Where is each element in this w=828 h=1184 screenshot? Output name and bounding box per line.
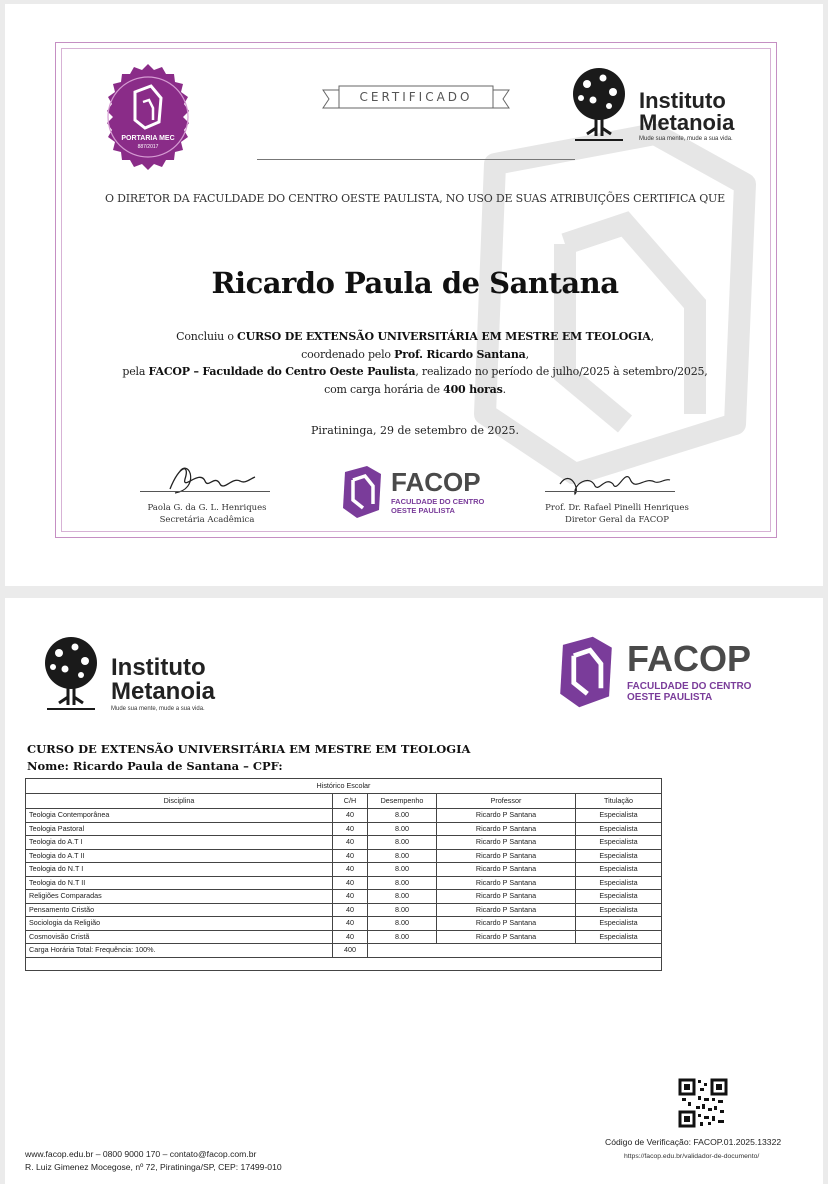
- place-date: Piratininga, 29 de setembro de 2025.: [311, 424, 519, 437]
- total-value: 400: [333, 944, 368, 958]
- verification-url[interactable]: https://facop.edu.br/validador-de-documento/: [624, 1153, 760, 1160]
- cell-desempenho: 8.00: [368, 890, 437, 904]
- cell-titulacao: Especialista: [576, 930, 662, 944]
- qr-code-icon: [678, 1078, 728, 1128]
- cell-professor: Ricardo P Santana: [437, 876, 576, 890]
- cell-ch: 40: [333, 809, 368, 823]
- facop-wordmark: FACOP: [627, 638, 752, 679]
- cell-ch: 40: [333, 822, 368, 836]
- signature-secretary-icon: [160, 459, 260, 499]
- course-title: CURSO DE EXTENSÃO UNIVERSITÁRIA EM MESTRE EM TEOLOGIA: [27, 742, 471, 756]
- cell-desempenho: 8.00: [368, 849, 437, 863]
- cell-professor: Ricardo P Santana: [437, 930, 576, 944]
- instituto-metanoia-logo: [563, 66, 734, 144]
- institute-tagline: Mude sua mente, mude a sua vida.: [111, 706, 205, 712]
- cell-professor: Ricardo P Santana: [437, 822, 576, 836]
- cell-professor: Ricardo P Santana: [437, 890, 576, 904]
- cell-titulacao: Especialista: [576, 890, 662, 904]
- cell-desempenho: 8.00: [368, 930, 437, 944]
- total-label: Carga Horária Total: Frequência: 100%.: [26, 944, 333, 958]
- mec-seal-icon: [93, 62, 203, 172]
- seal-line2: 887/2017: [137, 144, 159, 150]
- cell-ch: 40: [333, 863, 368, 877]
- cell-titulacao: Especialista: [576, 849, 662, 863]
- cell-disciplina: Teologia do A.T I: [26, 836, 333, 850]
- cell-ch: 40: [333, 890, 368, 904]
- header-disciplina: Disciplina: [26, 794, 333, 809]
- cell-desempenho: 8.00: [368, 917, 437, 931]
- cell-professor: Ricardo P Santana: [437, 863, 576, 877]
- cell-professor: Ricardo P Santana: [437, 903, 576, 917]
- facop-wordmark: FACOP: [391, 467, 481, 498]
- table-row: [26, 876, 662, 890]
- cell-professor: Ricardo P Santana: [437, 809, 576, 823]
- cell-disciplina: Teologia do A.T II: [26, 849, 333, 863]
- facop-logo: [557, 634, 751, 710]
- signature-secretary: [127, 502, 287, 526]
- cell-desempenho: 8.00: [368, 876, 437, 890]
- facop-shield-icon: [557, 634, 615, 710]
- footer-contact: [25, 1148, 282, 1173]
- footer-line2: R. Luiz Gimenez Mocegose, nº 72, Piratininga/SP, CEP: 17499-010: [25, 1161, 282, 1172]
- signer-name: Paola G. da G. L. Henriques: [147, 503, 267, 513]
- cell-professor: Ricardo P Santana: [437, 849, 576, 863]
- header-professor: Professor: [437, 794, 576, 809]
- cell-ch: 40: [333, 876, 368, 890]
- cell-ch: 40: [333, 903, 368, 917]
- table-caption-row: [26, 779, 662, 794]
- cell-titulacao: Especialista: [576, 903, 662, 917]
- signature-director-icon: [555, 464, 675, 500]
- cell-desempenho: 8.00: [368, 863, 437, 877]
- facop-sub1: FACULDADE DO CENTRO: [391, 497, 485, 507]
- recipient-name: Ricardo Paula de Santana: [211, 266, 619, 300]
- cell-desempenho: 8.00: [368, 836, 437, 850]
- cell-desempenho: 8.00: [368, 822, 437, 836]
- verification-code: Código de Verificação: FACOP.01.2025.13322: [605, 1137, 782, 1147]
- signer-name: Prof. Dr. Rafael Pinelli Henriques: [545, 503, 689, 513]
- body-line-2: coordenado pelo Prof. Ricardo Santana,: [301, 347, 529, 361]
- institute-line1: Instituto: [111, 654, 206, 681]
- table-row: [26, 890, 662, 904]
- table-caption: Histórico Escolar: [26, 779, 662, 794]
- cell-disciplina: Teologia Pastoral: [26, 822, 333, 836]
- cell-disciplina: Sociologia da Religião: [26, 917, 333, 931]
- institute-line2: Metanoia: [111, 678, 216, 705]
- signature-line-left: [140, 491, 270, 492]
- body-line-4: com carga horária de 400 horas.: [324, 382, 506, 396]
- cell-titulacao: Especialista: [576, 863, 662, 877]
- facop-sub1: FACULDADE DO CENTRO: [627, 681, 752, 692]
- divider: [257, 159, 575, 160]
- blank-cell: [26, 957, 662, 971]
- certificate-title: CERTIFICADO: [359, 90, 473, 104]
- footer-line1: www.facop.edu.br – 0800 9000 170 – contato@facop.com.br: [25, 1149, 257, 1159]
- cell-disciplina: Teologia do N.T II: [26, 876, 333, 890]
- header-desempenho: Desempenho: [368, 794, 437, 809]
- table-row: [26, 809, 662, 823]
- certificate-page: [5, 4, 823, 586]
- signature-line-right: [545, 491, 675, 492]
- facop-logo: [341, 464, 484, 520]
- cell-ch: 40: [333, 849, 368, 863]
- total-row: [26, 944, 662, 958]
- cell-ch: 40: [333, 930, 368, 944]
- tree-icon: [35, 634, 107, 714]
- cell-desempenho: 8.00: [368, 809, 437, 823]
- cell-disciplina: Teologia do N.T I: [26, 863, 333, 877]
- total-blank: [368, 944, 662, 958]
- transcript-page: [5, 598, 823, 1184]
- institute-line1: Instituto: [639, 88, 726, 113]
- table-row: [26, 863, 662, 877]
- table-row: [26, 849, 662, 863]
- cell-professor: Ricardo P Santana: [437, 917, 576, 931]
- cell-titulacao: Especialista: [576, 917, 662, 931]
- header-titulacao: Titulação: [576, 794, 662, 809]
- cell-titulacao: Especialista: [576, 809, 662, 823]
- director-statement: O DIRETOR DA FACULDADE DO CENTRO OESTE PAULISTA, NO USO DE SUAS ATRIBUIÇÕES CERTIFICA QUE: [105, 192, 725, 205]
- facop-sub2: OESTE PAULISTA: [391, 505, 455, 515]
- table-row: [26, 917, 662, 931]
- institute-tagline: Mude sua mente, mude a sua vida.: [639, 136, 733, 142]
- student-name-line: Nome: Ricardo Paula de Santana – CPF:: [27, 759, 283, 773]
- certificate-body: [65, 328, 765, 398]
- body-line-1: Concluiu o CURSO DE EXTENSÃO UNIVERSITÁRIA EM MESTRE EM TEOLOGIA,: [176, 330, 654, 343]
- cell-desempenho: 8.00: [368, 903, 437, 917]
- facop-sub2: OESTE PAULISTA: [627, 692, 713, 703]
- table-header-row: [26, 794, 662, 809]
- table-row: [26, 822, 662, 836]
- body-line-3: pela FACOP – Faculdade do Centro Oeste Paulista, realizado no período de julho/2025 à setembro/2025,: [122, 365, 708, 378]
- cell-titulacao: Especialista: [576, 836, 662, 850]
- blank-row: [26, 957, 662, 971]
- cell-titulacao: Especialista: [576, 822, 662, 836]
- institute-line2: Metanoia: [639, 110, 735, 135]
- table-row: [26, 930, 662, 944]
- signature-director: [537, 502, 697, 526]
- cell-disciplina: Cosmovisão Cristã: [26, 930, 333, 944]
- cell-disciplina: Religiões Comparadas: [26, 890, 333, 904]
- facop-shield-icon: [341, 464, 383, 520]
- header-ch: C/H: [333, 794, 368, 809]
- cell-titulacao: Especialista: [576, 876, 662, 890]
- cell-ch: 40: [333, 917, 368, 931]
- cell-disciplina: Pensamento Cristão: [26, 903, 333, 917]
- cell-disciplina: Teologia Contemporânea: [26, 809, 333, 823]
- signer-role: Secretária Acadêmica: [159, 515, 255, 525]
- instituto-metanoia-logo: [35, 634, 215, 714]
- table-row: [26, 836, 662, 850]
- cell-ch: 40: [333, 836, 368, 850]
- table-row: [26, 903, 662, 917]
- cell-professor: Ricardo P Santana: [437, 836, 576, 850]
- transcript-table: [25, 778, 662, 971]
- seal-line1: PORTARIA MEC: [121, 135, 175, 142]
- signer-role: Diretor Geral da FACOP: [565, 515, 669, 525]
- tree-icon: [563, 66, 635, 144]
